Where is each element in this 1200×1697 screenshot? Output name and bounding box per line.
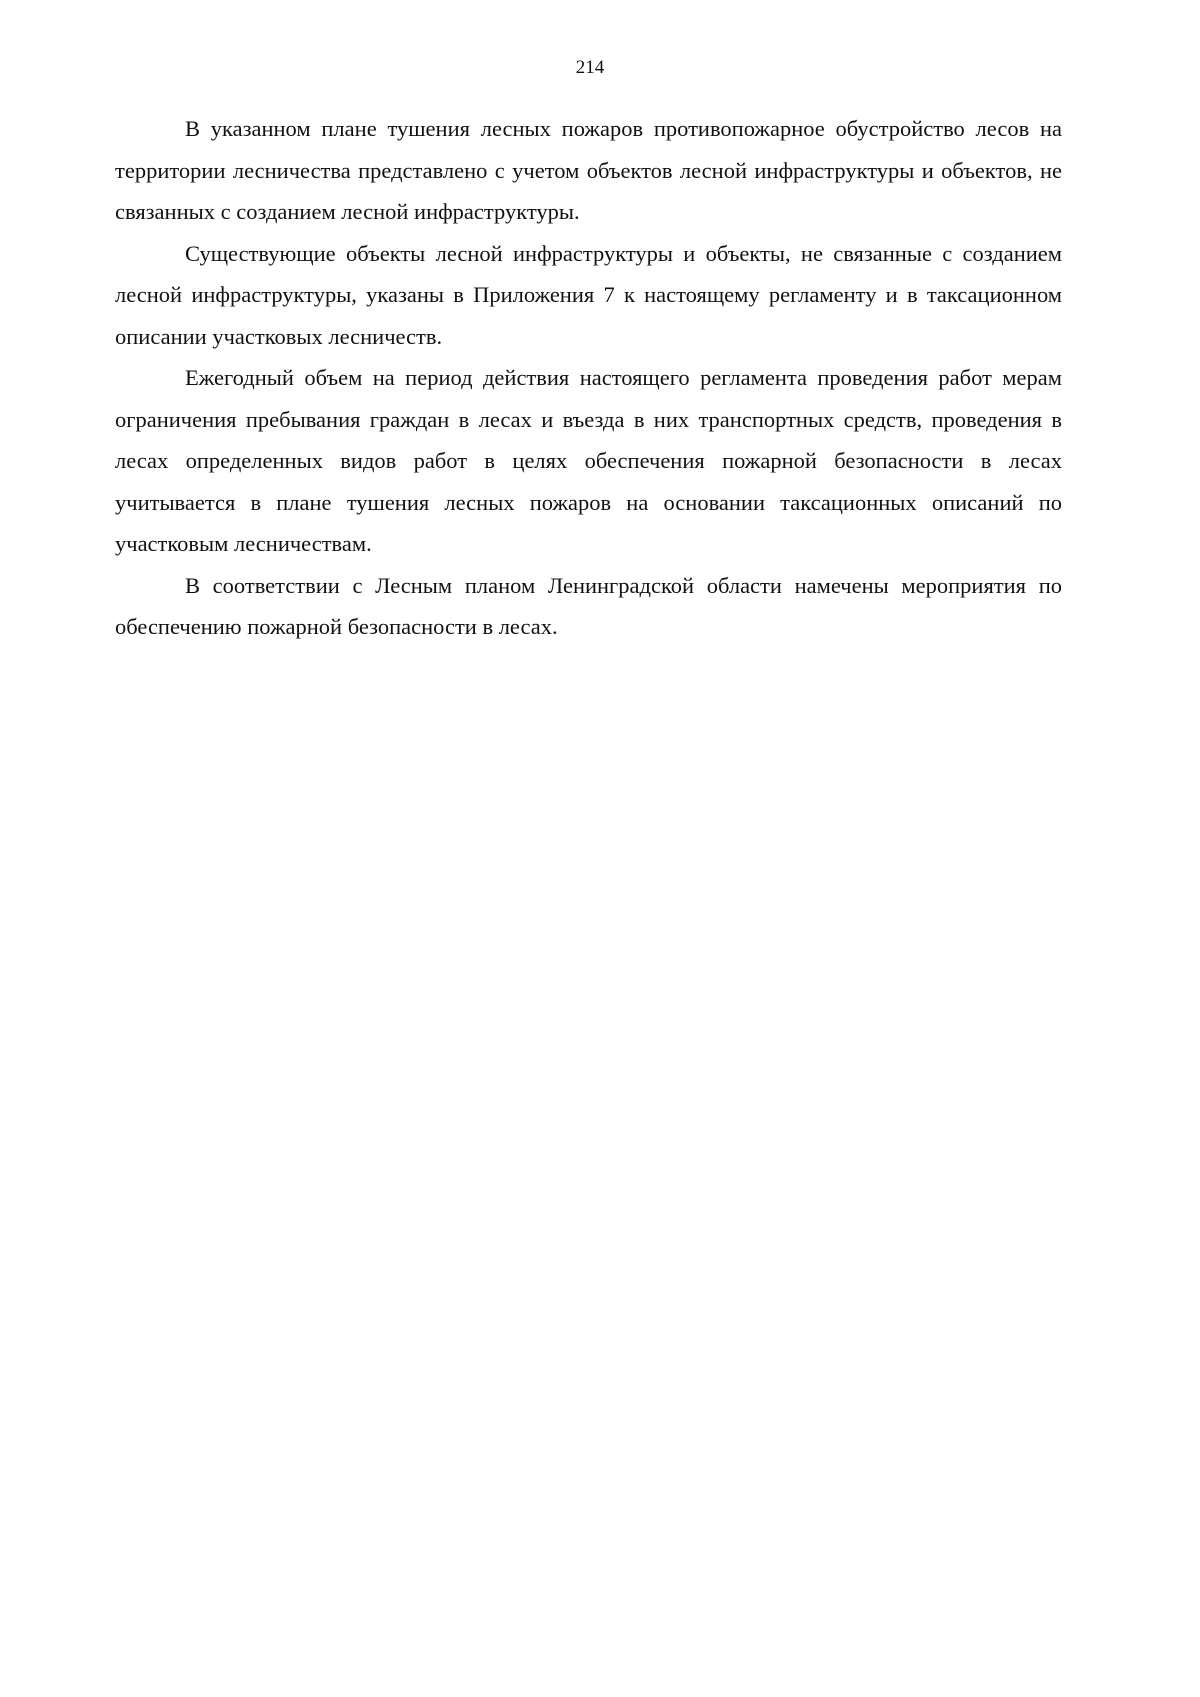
document-body (115, 108, 1062, 648)
paragraph: В соответствии с Лесным планом Ленинградской области намечены мероприятия по обеспечению пожарной безопасности в лесах. (115, 572, 1062, 639)
page-number: 214 (575, 57, 605, 78)
paragraph: В указанном плане тушения лесных пожаров противопожарное обустройство лесов на территории лесничества представлено с учетом объектов лесной инфраструктуры и объектов, не связанных с созданием лесной инфраструктуры. (115, 116, 1062, 224)
paragraph: Ежегодный объем на период действия настоящего регламента проведения работ мерам ограничения пребывания граждан в лесах и въезда в них транспортных средств, проведения в лесах определенных видов работ в целях обеспечения пожарной безопасности в лесах учитывается в плане тушения лесных пожаров на основании таксационных описаний по участковым лесничествам. (115, 365, 1062, 556)
paragraph: Существующие объекты лесной инфраструктуры и объекты, не связанные с созданием лесной инфраструктуры, указаны в Приложения 7 к настоящему регламенту и в таксационном описании участковых лесничеств. (115, 240, 1062, 349)
